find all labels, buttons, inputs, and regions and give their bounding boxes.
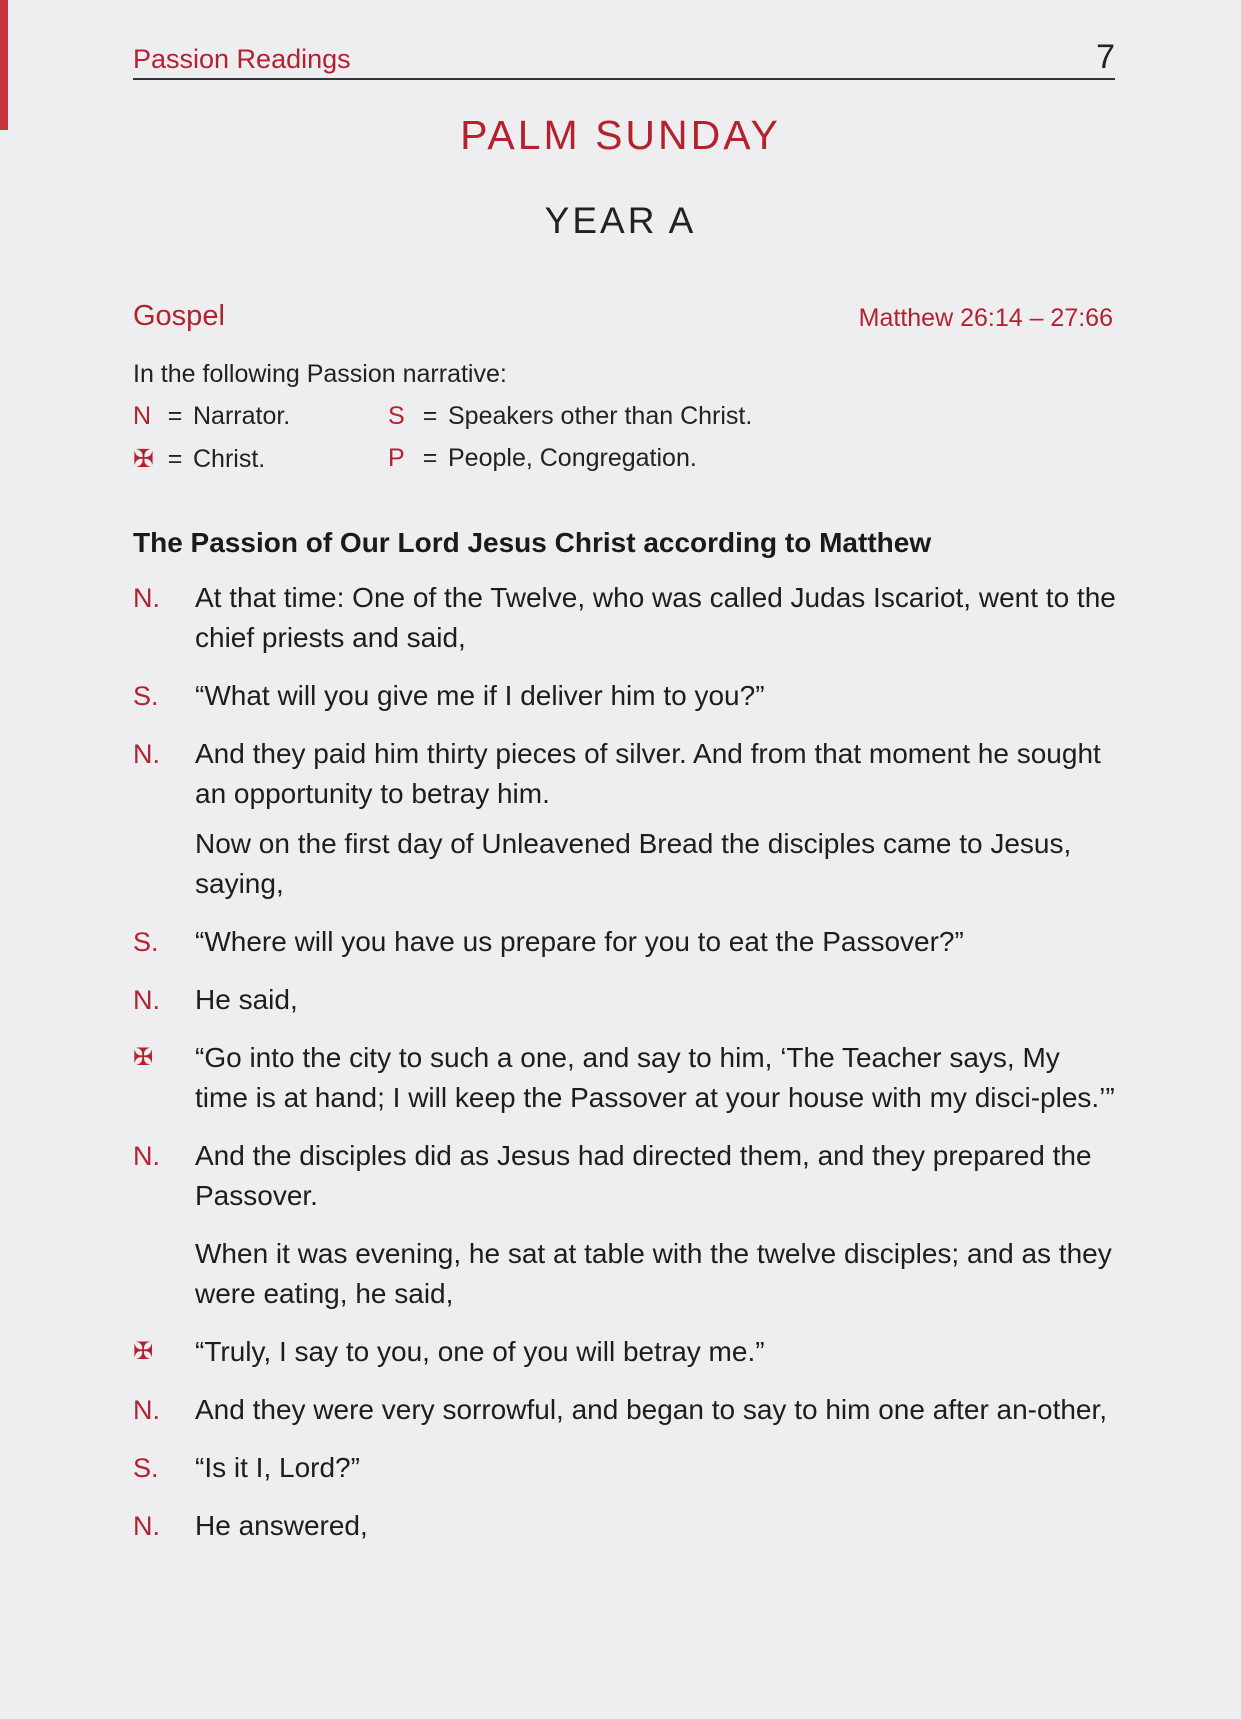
- legend-row: [133, 402, 1033, 444]
- reading-entry: [133, 1506, 1118, 1546]
- cross-icon: ✠: [133, 1338, 154, 1365]
- reading-entry: [133, 922, 1118, 962]
- reading-list: [133, 578, 1118, 1564]
- legend-equals: =: [167, 402, 183, 430]
- page-edge-ribbon: [0, 0, 8, 130]
- reading-text: At that time: One of the Twelve, who was called Judas Iscariot, went to the chief priests and said,: [195, 582, 1116, 653]
- speaker-legend: [133, 402, 1033, 486]
- page-subtitle: YEAR A: [544, 200, 697, 241]
- intro-text: In the following Passion narrative:: [133, 360, 507, 388]
- reading-entry: [133, 676, 1118, 716]
- speaker-label: N.: [133, 1141, 160, 1171]
- legend-key: N: [133, 402, 152, 430]
- page-title: PALM SUNDAY: [460, 112, 781, 158]
- gospel-row: [133, 300, 1113, 340]
- gospel-label: Gospel: [133, 300, 225, 332]
- reading-text: When it was evening, he sat at table with the twelve disciples; and as they were eating, he said,: [195, 1238, 1112, 1309]
- legend-key: P: [388, 444, 405, 472]
- legend-equals: =: [422, 444, 438, 472]
- reading-text: “Is it I, Lord?”: [195, 1452, 360, 1483]
- speaker-label: N.: [133, 739, 160, 769]
- passion-heading: The Passion of Our Lord Jesus Christ according to Matthew: [133, 527, 932, 558]
- legend-equals: =: [167, 445, 183, 473]
- reading-entry: [133, 980, 1118, 1020]
- reading-text: Now on the first day of Unleavened Bread the disciples came to Jesus, saying,: [195, 828, 1072, 899]
- speaker-label: N.: [133, 1511, 160, 1541]
- legend-item-people: [388, 444, 697, 473]
- speaker-label: N.: [133, 1395, 160, 1425]
- legend-key: S: [388, 402, 405, 430]
- reading-text: He said,: [195, 984, 298, 1015]
- cross-icon: ✠: [133, 1044, 154, 1071]
- reading-entry: [133, 1038, 1118, 1118]
- reading-entry: [133, 824, 1118, 904]
- legend-meaning: Christ.: [193, 445, 266, 473]
- legend-meaning: Narrator.: [193, 402, 291, 430]
- legend-equals: =: [422, 402, 438, 430]
- reading-entry: [133, 1448, 1118, 1488]
- legend-item-speakers: [388, 402, 752, 431]
- reading-text: And they were very sorrowful, and began to say to him one after an-other,: [195, 1394, 1108, 1425]
- running-header: [133, 38, 1115, 80]
- reading-entry: [133, 734, 1118, 814]
- speaker-label: S.: [133, 927, 159, 957]
- reading-text: He answered,: [195, 1510, 368, 1541]
- speaker-label: N.: [133, 583, 160, 613]
- reading-text: And the disciples did as Jesus had directed them, and they prepared the Passover.: [195, 1140, 1092, 1211]
- speaker-label: S.: [133, 1453, 159, 1483]
- reading-text: “Go into the city to such a one, and say to him, ‘The Teacher says, My time is at hand; I will keep the Passover at your house with my disci-ples.’”: [195, 1042, 1115, 1113]
- reading-entry: [133, 1234, 1118, 1314]
- cross-icon: ✠: [133, 445, 154, 473]
- legend-row: [133, 444, 1033, 486]
- legend-meaning: People, Congregation.: [448, 444, 697, 472]
- speaker-label: S.: [133, 681, 159, 711]
- speaker-label: N.: [133, 985, 160, 1015]
- reading-text: And they paid him thirty pieces of silver. And from that moment he sought an opportunity to betray him.: [195, 738, 1101, 809]
- reading-entry: [133, 1332, 1118, 1372]
- reading-entry: [133, 578, 1118, 658]
- legend-item-narrator: [133, 402, 290, 431]
- reading-entry: [133, 1136, 1118, 1216]
- gospel-reference: Matthew 26:14 – 27:66: [858, 304, 1113, 332]
- section-title: Passion Readings: [133, 44, 351, 74]
- reading-text: “What will you give me if I deliver him to you?”: [195, 680, 765, 711]
- reading-text: “Where will you have us prepare for you to eat the Passover?”: [195, 926, 964, 957]
- page-number: 7: [1096, 38, 1115, 76]
- legend-meaning: Speakers other than Christ.: [448, 402, 753, 430]
- legend-item-christ: [133, 444, 265, 474]
- reading-text: “Truly, I say to you, one of you will betray me.”: [195, 1336, 765, 1367]
- reading-entry: [133, 1390, 1118, 1430]
